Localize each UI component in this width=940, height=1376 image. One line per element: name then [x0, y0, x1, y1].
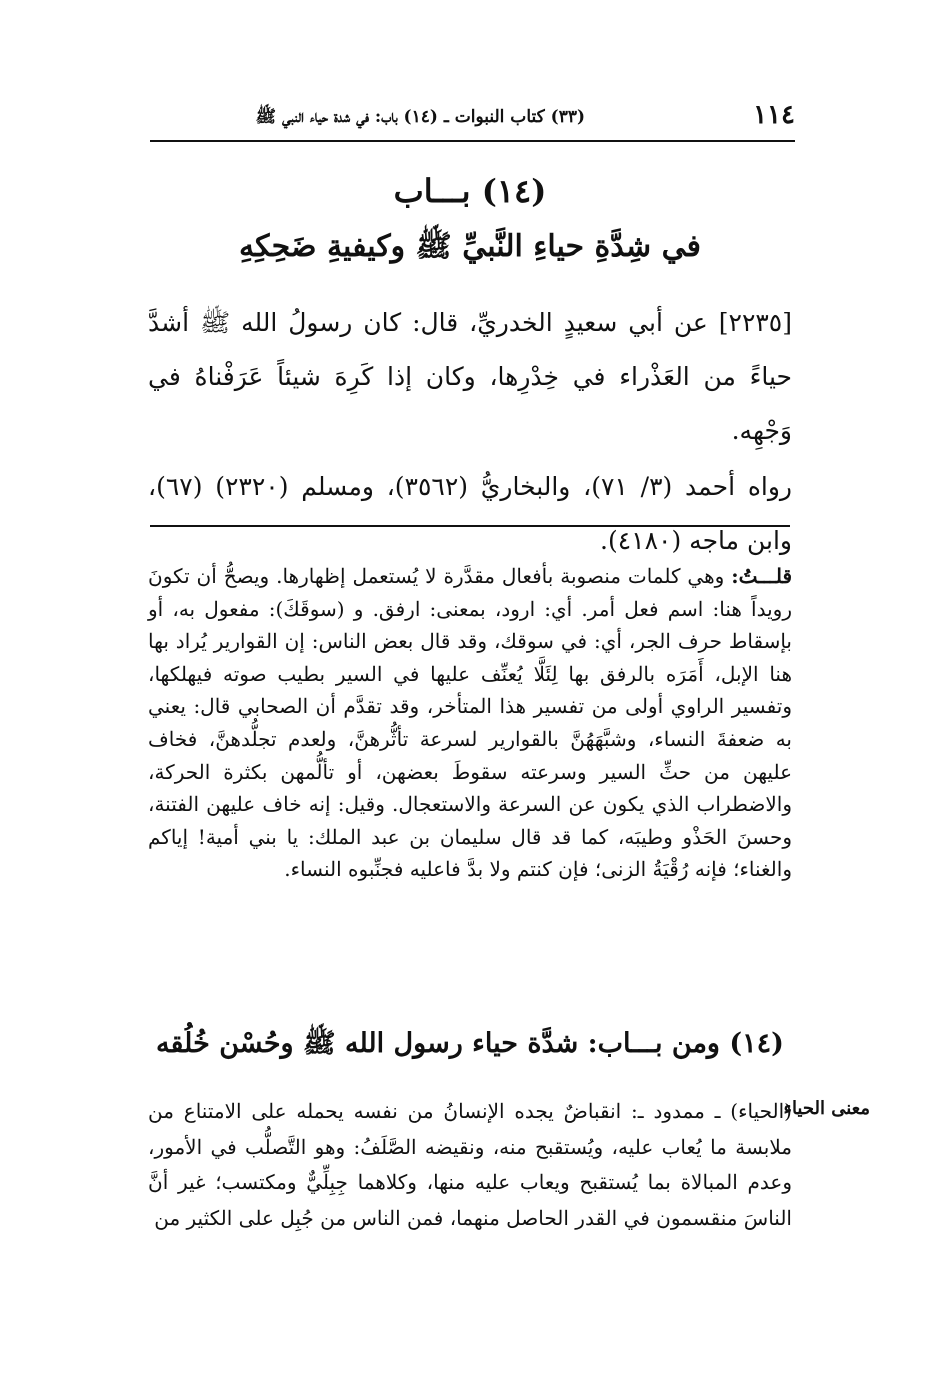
hadith-block — [148, 296, 792, 568]
commentary-paragraph — [148, 560, 792, 886]
definition-text: (الحياء) ـ ممدود ـ: انقباضٌ يجده الإنسانُ من نفسه يحمله على الامتناع من ملابسة ما يُعاب عليه، ويُستقبح منه، ونقيضه الصَّلَفُ: وهو التَّصلُّب في الأمور، وعدم المبالاة بما يُستقبح ويعاب عليه منها، وكلاهما جِبِلِّيٌّ ومكتسب؛ غير أنَّ الناسَ منقسمون في القدر الحاصل منهما، فمن الناس من جُبِل على الكثير من — [148, 1099, 792, 1230]
chapter-title: في شِدَّةِ حياءِ النَّبيِّ ﷺ وكيفيةِ ضَحِكِهِ — [239, 229, 701, 264]
hadith-source: رواه أحمد (٣/ ٧١)، والبخاريُّ (٣٥٦٢)، ومسلم (٢٣٢٠) (٦٧)، وابن ماجه (٤١٨٠). — [148, 472, 793, 555]
commentary-block — [148, 560, 792, 886]
section-title: (١٤) ومن بـــاب: شدَّة حياء رسول الله ﷺ وحُسْن خُلُقه — [156, 1028, 784, 1059]
page-number: ١١٤ — [753, 100, 795, 130]
hadith-text: [٢٢٣٥] عن أبي سعيدٍ الخدريِّ، قال: كان رسولُ الله ﷺ أشدَّ حياءً من العَذْراء في خِدْرِها، وكان إذا كَرِهَ شيئاً عَرَفْناهُ في وَجْهِه. — [148, 308, 792, 445]
commentary-text: وهي كلمات منصوبة بأفعال مقدَّرة لا يُستعمل إظهارها. ويصحُّ أن تكونَ رويداً هنا: اسم فعل أمر. أي: ارود، بمعنى: ارفق. و (سوقَكَ): مفعول به، أو بإسقاط حرف الجر، أي: في سوقك، وقد قال بعض الناس: إن القوارير يُراد بها هنا الإبل، أَمَرَه بالرفق بها لِئَلَّا يُعنِّف عليها في السير بطيب صوته فيهلكها، وتفسير الراوي أولى من تفسير هذا المتأخر، وقد تقدَّم أن الصحابي قال: يعني به ضعفةَ النساء، وشبَّهَهُنَّ بالقوارير لسرعة تأثُّرهنَّ، ولعدم تجلُّدهنَّ، فخاف عليهن من حثِّ السير وسرعته سقوطَ بعضهن، أو تألُّمهن بكثرة الحركة، والاضطراب الذي يكون عن السرعة والاستعجال. وقيل: إنه خاف عليهن الفتنة، وحسنَ الحَذْو وطيبَه، كما قد قال سليمان بن عبد الملك: يا بني أمية! إياكم والغناء؛ فإنه رُقْيَةُ الزنى؛ فإن كنتم ولا بدَّ فاعليه فجنِّبوه النساء. — [148, 564, 792, 882]
chapter-number: (١٤) بـــاب — [393, 172, 547, 210]
definition-block — [148, 1094, 792, 1236]
running-title: (٣٣) كتاب النبوات ـ (١٤) باب: في شدة حياء النبي ﷺ — [255, 107, 585, 127]
running-header — [150, 96, 795, 142]
commentary-label: قلـــتُ: — [731, 564, 792, 588]
separator-line — [150, 525, 790, 527]
side-note: معنى الحياء — [783, 1098, 870, 1119]
